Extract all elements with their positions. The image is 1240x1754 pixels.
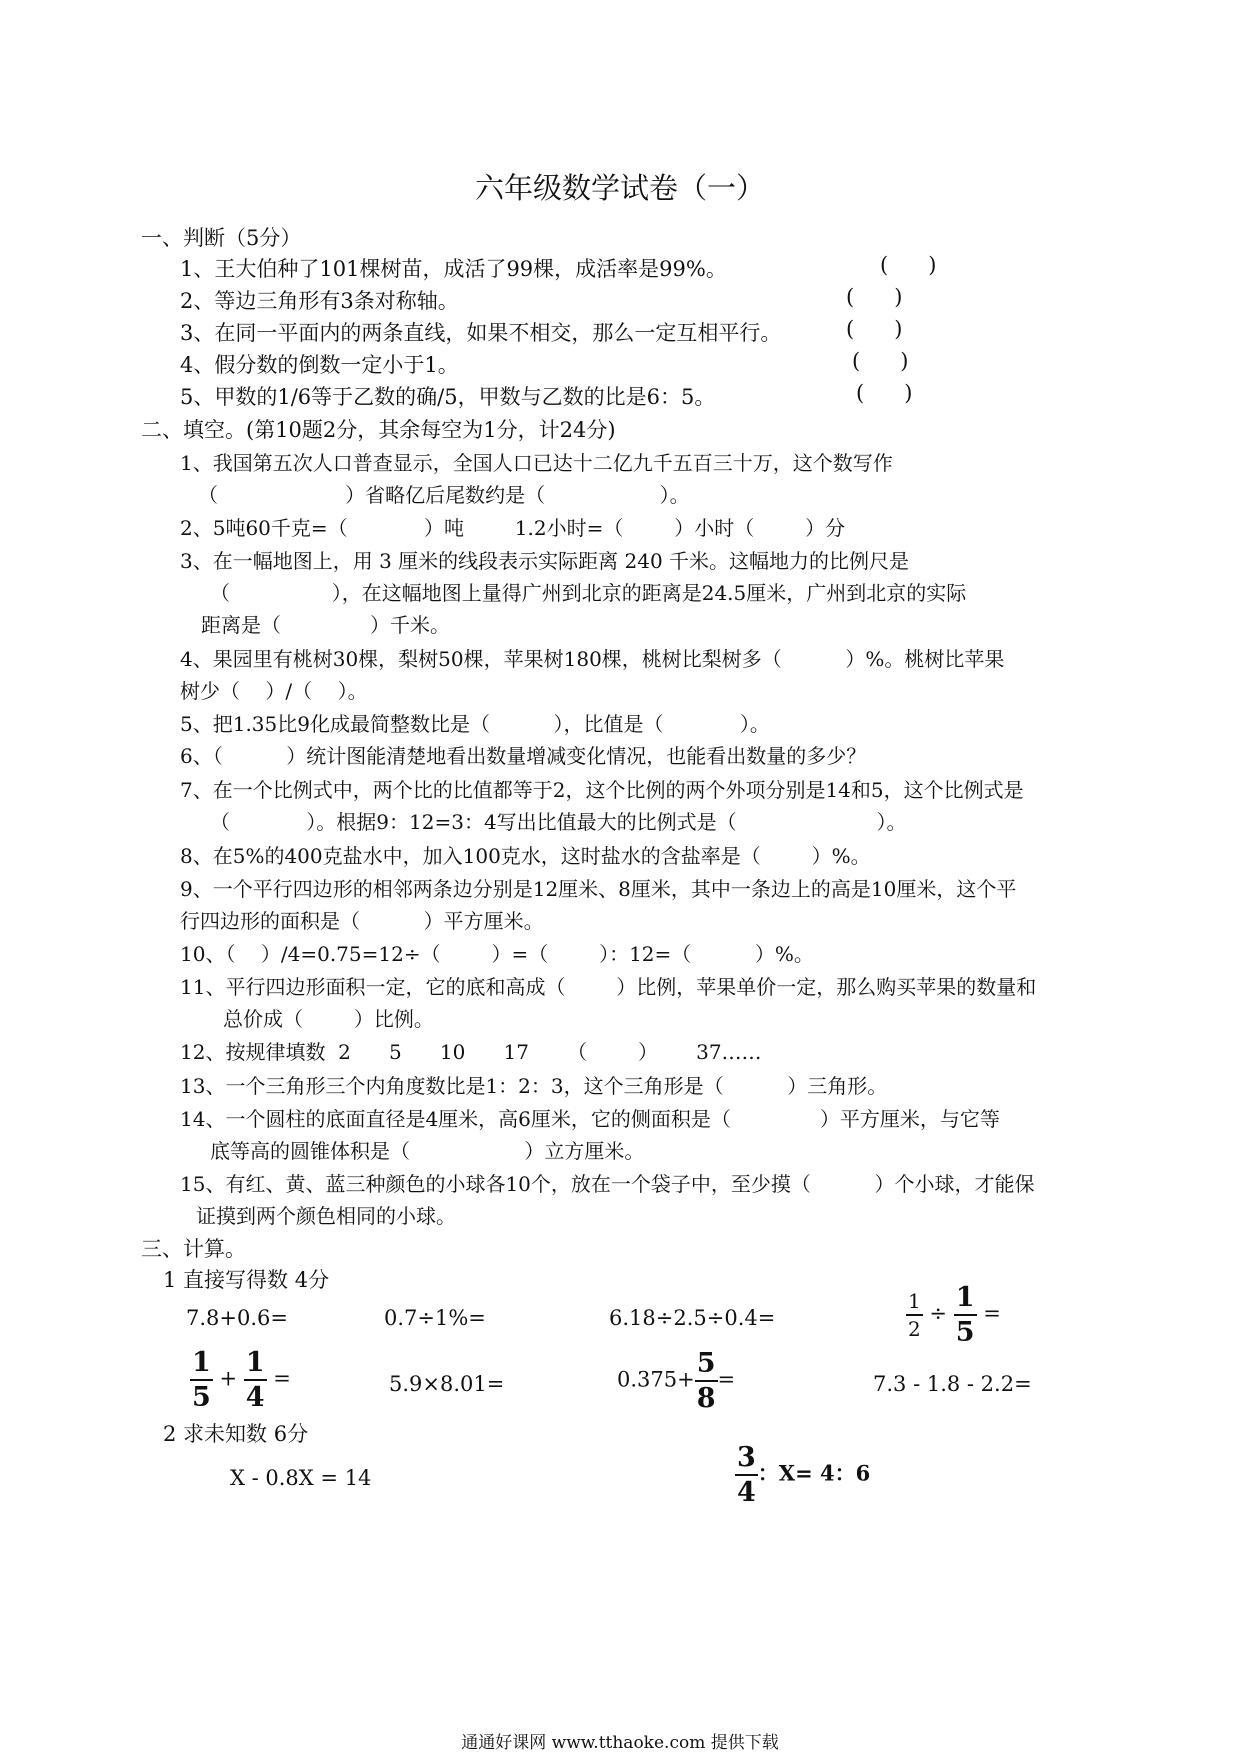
plus-sign: + — [219, 1366, 238, 1391]
problem-fraction-division — [906, 1284, 1001, 1346]
fill-blank-line-24: 证摸到两个颜色相同的小球。 — [196, 1204, 456, 1228]
judge-question-5: 5、甲数的1/6等于乙数的确/5，甲数与乙数的比是6：5。 — [180, 385, 716, 409]
part-2-heading: 2 求未知数 6分 — [163, 1422, 309, 1446]
equation-proportion — [735, 1444, 870, 1506]
part-1-heading: 1 直接写得数 4分 — [163, 1268, 330, 1292]
fill-blank-line-21: 14、一个圆柱的底面直径是4厘米，高6厘米，它的侧面积是（ ）平方厘米，与它等 — [180, 1107, 1000, 1131]
fill-blank-line-5: （ ），在这幅地图上量得广州到北京的距离是24.5厘米，广州到北京的实际 — [210, 581, 967, 605]
section-1-heading: 一、判断（5分） — [141, 226, 302, 250]
fill-blank-line-6: 距离是（ ）千米。 — [201, 613, 451, 637]
problem-7-3-minus-chain: 7.3 - 1.8 - 2.2= — [873, 1372, 1032, 1396]
problem-5-9-times-8-01: 5.9×8.01= — [389, 1372, 505, 1396]
judge-answer-blank-5[interactable]: ( ) — [856, 381, 913, 405]
judge-question-3: 3、在同一平面内的两条直线，如果不相交，那么一定互相平行。 — [180, 321, 782, 345]
judge-question-2: 2、等边三角形有3条对称轴。 — [180, 289, 459, 313]
fill-blank-line-8: 树少（ ）/（ ）。 — [180, 679, 368, 703]
judge-answer-blank-3[interactable]: ( ) — [846, 317, 903, 341]
section-2-heading: 二、填空。(第10题2分，其余每空为1分，计24分) — [141, 418, 616, 442]
fill-blank-line-18: 总价成（ ）比例。 — [223, 1007, 434, 1031]
expression-prefix: 0.375+ — [617, 1367, 695, 1392]
problem-fraction-addition — [190, 1349, 291, 1411]
problem-6-18-chain: 6.18÷2.5÷0.4= — [609, 1306, 776, 1330]
page-title: 六年级数学试卷（一） — [474, 171, 765, 205]
fill-blank-line-3: 2、5吨60千克=（ ）吨 1.2小时=（ ）小时（ ）分 — [180, 516, 846, 540]
equals-sign: = — [273, 1366, 291, 1391]
fill-blank-line-4: 3、在一幅地图上，用 3 厘米的线段表示实际距离 240 千米。这幅地力的比例尺是 — [180, 549, 910, 573]
equals-sign: = — [717, 1367, 736, 1392]
fill-blank-line-11: 7、在一个比例式中，两个比的比值都等于2，这个比例的两个外项分别是14和5，这个比例式是 — [180, 778, 1024, 802]
equals-sign: = — [983, 1301, 1001, 1326]
judge-answer-blank-2[interactable]: ( ) — [846, 285, 903, 309]
footer-download-note: 通通好课网 www.tthaoke.com 提供下载 — [461, 1733, 779, 1753]
fill-blank-line-14: 9、一个平行四边形的相邻两条边分别是12厘米、8厘米，其中一条边上的高是10厘米，这个平 — [180, 877, 1017, 901]
fraction-fifth-2: $\frac{1}{5}$ — [192, 1347, 211, 1413]
fill-blank-line-2: （ ）省略亿后尾数约是（ ）。 — [198, 483, 690, 507]
fill-blank-line-20: 13、一个三角形三个内角度数比是1：2：3，这个三角形是（ ）三角形。 — [180, 1074, 888, 1098]
fill-blank-line-23: 15、有红、黄、蓝三种颜色的小球各10个，放在一个袋子中，至少摸（ ）个小球，才能保 — [180, 1172, 1035, 1196]
fill-blank-line-13: 8、在5%的400克盐水中，加入100克水，这时盐水的含盐率是（ ）%。 — [180, 844, 871, 868]
judge-question-4: 4、假分数的倒数一定小于1。 — [180, 353, 459, 377]
divide-sign: ÷ — [929, 1301, 948, 1326]
fill-blank-line-22: 底等高的圆锥体积是（ ）立方厘米。 — [210, 1139, 645, 1163]
judge-question-1: 1、王大伯种了101棵树苗，成活了99棵，成活率是99%。 — [180, 257, 727, 281]
proportion-rest: ：X= 4：6 — [757, 1460, 871, 1486]
fill-blank-line-10: 6、（ ）统计图能清楚地看出数量增减变化情况，也能看出数量的多少？ — [180, 744, 867, 768]
fill-blank-line-17: 11、平行四边形面积一定，它的底和高成（ ）比例，苹果单价一定，那么购买苹果的数量和 — [180, 975, 1037, 999]
judge-answer-blank-1[interactable]: ( ) — [880, 253, 937, 277]
fraction-half: $\frac{1}{2}$ — [908, 1289, 921, 1341]
problem-0-375-plus-fraction — [617, 1350, 735, 1412]
fraction-fifth: $\frac{1}{5}$ — [955, 1282, 975, 1348]
fraction-quarter: $\frac{1}{4}$ — [245, 1347, 265, 1413]
fill-blank-line-15: 行四边形的面积是（ ）平方厘米。 — [180, 909, 544, 933]
fill-blank-line-9: 5、把1.35比9化成最简整数比是（ ），比值是（ ）。 — [180, 712, 770, 736]
fraction-five-eighths: $\frac{5}{8}$ — [696, 1348, 716, 1414]
section-3-heading: 三、计算。 — [141, 1237, 246, 1261]
problem-0-7-div-1pct: 0.7÷1%= — [384, 1306, 486, 1330]
fraction-three-quarters: $\frac{3}{4}$ — [737, 1442, 756, 1508]
judge-answer-blank-4[interactable]: ( ) — [852, 349, 909, 373]
fill-blank-line-1: 1、我国第五次人口普查显示，全国人口已达十二亿九千五百三十万，这个数写作 — [180, 451, 893, 475]
fill-blank-line-16: 10、（ ）/4=0.75=12÷（ ）=（ ）：12=（ ）%。 — [180, 942, 814, 966]
equation-x-minus-0-8x: X - 0.8X = 14 — [230, 1466, 372, 1490]
fill-blank-line-12: （ ）。根据9：12=3：4写出比值最大的比例式是（ ）。 — [210, 810, 907, 834]
fill-blank-line-7: 4、果园里有桃树30棵，梨树50棵，苹果树180棵，桃树比梨树多（ ）%。桃树比苹果 — [180, 647, 1005, 671]
fill-blank-line-19: 12、按规律填数 2 5 10 17 （ ） 37…… — [180, 1040, 762, 1064]
problem-7-8-plus-0-6: 7.8+0.6= — [186, 1306, 288, 1330]
